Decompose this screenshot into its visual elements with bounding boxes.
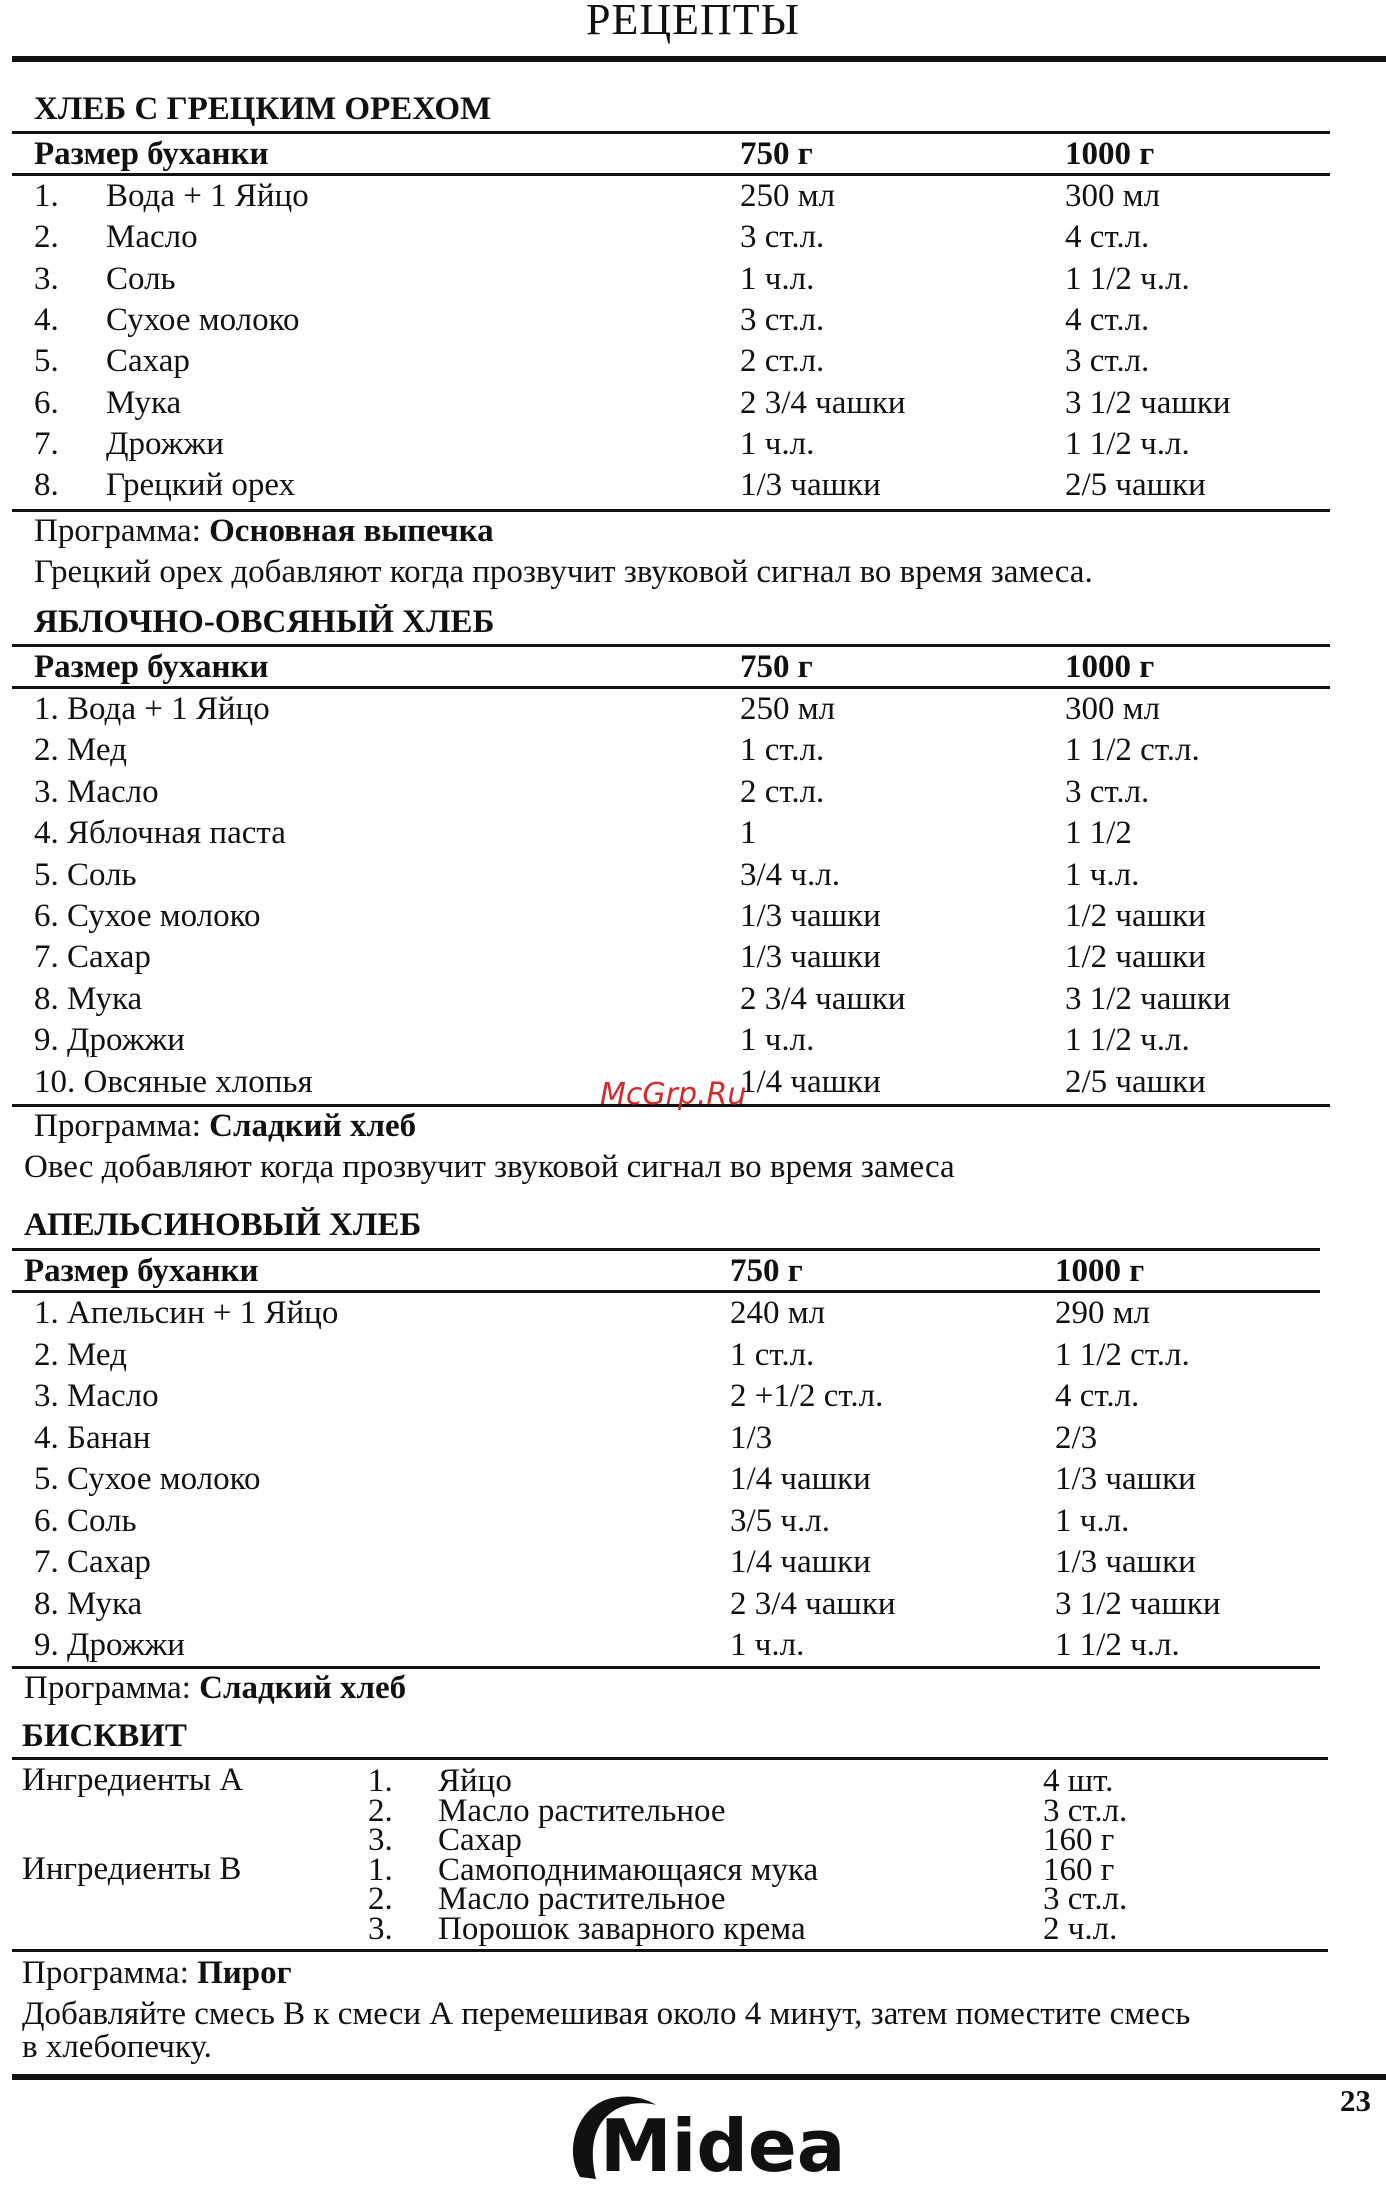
ingredient-number: 6.	[34, 384, 59, 421]
qty-1000: 290 мл	[1055, 1295, 1151, 1331]
qty-1000: 4 ст.л.	[1055, 1378, 1140, 1414]
program-label: Программа:	[34, 513, 201, 549]
qty-1000: 1 1/2 ст.л.	[1055, 1336, 1190, 1373]
ingredient-number: 1.	[368, 1763, 393, 1799]
col-header-750: 750 г	[730, 1253, 803, 1289]
program-name: Пирог	[197, 1955, 292, 1991]
ingredient-qty: 160 г	[1043, 1822, 1115, 1858]
qty-750: 1 ч.л.	[740, 260, 815, 297]
midea-logo	[560, 2085, 850, 2193]
qty-1000: 1/3 чашки	[1055, 1544, 1196, 1580]
qty-750: 1/3 чашки	[740, 467, 881, 504]
qty-750: 2 3/4 чашки	[740, 384, 906, 421]
ingredient-name: 1. Апельсин + 1 Яйцо	[34, 1295, 339, 1331]
qty-1000: 1 1/2 ч.л.	[1065, 260, 1190, 297]
qty-1000: 1 1/2 ч.л.	[1055, 1627, 1180, 1663]
ingredient-number: 3.	[368, 1910, 393, 1947]
ingredient-name: 6. Сухое молоко	[34, 898, 261, 934]
qty-750: 2 +1/2 ст.л.	[730, 1378, 884, 1414]
brand-wordmark: Midea	[600, 2104, 846, 2188]
bottom-rule	[12, 2074, 1386, 2080]
program-line	[22, 1953, 292, 1993]
ingredient-number: 3.	[368, 1822, 393, 1858]
qty-750: 1 ст.л.	[740, 732, 825, 769]
program-name: Сладкий хлеб	[199, 1670, 407, 1706]
qty-1000: 2/3	[1055, 1419, 1098, 1456]
qty-1000: 2/5 чашки	[1065, 467, 1206, 504]
qty-750: 1 ч.л.	[740, 425, 815, 462]
ingredient-name: 7. Сахар	[34, 939, 151, 976]
qty-750: 2 ст.л.	[740, 773, 825, 810]
ingredient-name: Порошок заварного крема	[438, 1910, 806, 1947]
ingredient-number: 8.	[34, 467, 59, 504]
qty-750: 3 ст.л.	[740, 219, 825, 256]
qty-750: 2 3/4 чашки	[730, 1585, 896, 1622]
qty-1000: 1/2 чашки	[1065, 939, 1206, 976]
ingredient-name: Самоподнимающаяся мука	[438, 1851, 819, 1888]
section-note-line-1: Добавляйте смесь В к смеси А перемешивая около 4 минут, затем поместите смесь	[22, 1996, 1191, 2032]
ingredient-name: 10. Овсяные хлопья	[34, 1063, 313, 1100]
qty-1000: 1 1/2 ч.л.	[1065, 1022, 1190, 1059]
ingredient-name: Масло растительное	[438, 1792, 726, 1829]
qty-750: 1 ч.л.	[730, 1627, 805, 1663]
col-header-750: 750 г	[740, 136, 813, 172]
ingredient-name: 4. Банан	[34, 1419, 151, 1456]
section-note: Овес добавляют когда прозвучит звуковой сигнал во время замеса	[24, 1149, 955, 1185]
ingredient-name: 9. Дрожжи	[34, 1022, 185, 1059]
program-label: Программа:	[34, 1108, 201, 1144]
qty-750: 250 мл	[740, 178, 836, 214]
program-name: Сладкий хлеб	[209, 1108, 417, 1144]
section-note: Грецкий орех добавляют когда прозвучит звуковой сигнал во время замеса.	[34, 554, 1093, 590]
ingredient-number: 2.	[368, 1792, 393, 1829]
qty-750: 1 ст.л.	[730, 1336, 815, 1373]
program-line	[34, 511, 494, 551]
qty-1000: 1 1/2	[1065, 815, 1132, 852]
qty-1000: 1 1/2 ст.л.	[1065, 732, 1200, 769]
qty-750: 250 мл	[740, 691, 836, 727]
qty-750: 1/4 чашки	[730, 1461, 871, 1497]
program-line	[24, 1668, 406, 1708]
qty-1000: 1 1/2 ч.л.	[1065, 425, 1190, 462]
ingredient-number: 1.	[34, 178, 59, 214]
ingredient-qty: 2 ч.л.	[1043, 1910, 1118, 1947]
ingredient-number: 2.	[368, 1881, 393, 1917]
program-label: Программа:	[22, 1955, 189, 1991]
ingredient-number: 4.	[34, 301, 59, 338]
ingredient-name: 2. Мед	[34, 732, 127, 769]
section-title-orange: АПЕЛЬСИНОВЫЙ ХЛЕБ	[24, 1207, 422, 1243]
col-header-size: Размер буханки	[34, 649, 269, 685]
qty-1000: 1 ч.л.	[1065, 856, 1140, 893]
qty-750: 2 ст.л.	[740, 343, 825, 380]
top-rule	[12, 56, 1386, 62]
qty-750: 1/3	[730, 1419, 773, 1456]
ingredient-name: Грецкий орех	[106, 467, 296, 504]
ingredient-name: Масло растительное	[438, 1881, 726, 1917]
page-number: 23	[1340, 2083, 1371, 2118]
ingredient-name: 5. Сухое молоко	[34, 1461, 261, 1497]
ingredient-name: 5. Соль	[34, 856, 137, 893]
ingredient-name: 7. Сахар	[34, 1544, 151, 1580]
ingredient-qty: 4 шт.	[1043, 1763, 1114, 1799]
qty-1000: 300 мл	[1065, 178, 1161, 214]
qty-750: 3/5 ч.л.	[730, 1502, 830, 1539]
ingredient-name: Сахар	[106, 343, 190, 380]
ingredient-number: 2.	[34, 219, 59, 256]
qty-750: 240 мл	[730, 1295, 826, 1331]
ingredient-name: Яйцо	[438, 1763, 512, 1799]
qty-750: 1	[740, 815, 757, 852]
qty-1000: 3 ст.л.	[1065, 773, 1150, 810]
program-name: Основная выпечка	[209, 513, 494, 549]
ingredient-name: Вода + 1 Яйцо	[106, 178, 309, 214]
section-title-sponge: БИСКВИТ	[22, 1718, 187, 1754]
qty-1000: 2/5 чашки	[1065, 1063, 1206, 1100]
ingredient-name: 4. Яблочная паста	[34, 815, 286, 852]
qty-1000: 300 мл	[1065, 691, 1161, 727]
qty-1000: 4 ст.л.	[1065, 219, 1150, 256]
ingredient-number: 5.	[34, 343, 59, 380]
group-label-a: Ингредиенты А	[22, 1762, 244, 1798]
qty-1000: 1 ч.л.	[1055, 1502, 1130, 1539]
qty-750: 2 3/4 чашки	[740, 980, 906, 1017]
qty-750: 1/4 чашки	[740, 1063, 881, 1100]
qty-750: 1/3 чашки	[740, 898, 881, 934]
ingredient-number: 7.	[34, 425, 59, 462]
ingredient-qty: 160 г	[1043, 1851, 1115, 1888]
col-header-size: Размер буханки	[24, 1253, 259, 1289]
ingredient-name: Сухое молоко	[106, 301, 300, 338]
ingredient-name: 2. Мед	[34, 1336, 127, 1373]
col-header-1000: 1000 г	[1065, 649, 1155, 685]
ingredient-name: Соль	[106, 260, 176, 297]
qty-1000: 3 1/2 чашки	[1065, 384, 1231, 421]
qty-750: 3 ст.л.	[740, 301, 825, 338]
page-title: РЕЦЕПТЫ	[585, 0, 801, 44]
col-header-1000: 1000 г	[1065, 136, 1155, 172]
divider	[12, 1949, 1328, 1952]
ingredient-name: 8. Мука	[34, 1585, 143, 1622]
section-title-walnut: ХЛЕБ С ГРЕЦКИМ ОРЕХОМ	[34, 91, 492, 127]
program-label: Программа:	[24, 1670, 191, 1706]
ingredient-name: Сахар	[438, 1822, 522, 1858]
ingredient-name: 3. Масло	[34, 773, 159, 810]
ingredient-name: Масло	[106, 219, 198, 256]
ingredient-name: Мука	[106, 384, 182, 421]
ingredient-name: 9. Дрожжи	[34, 1627, 185, 1663]
qty-750: 3/4 ч.л.	[740, 856, 840, 893]
qty-1000: 1/2 чашки	[1065, 898, 1206, 934]
ingredient-name: Дрожжи	[106, 425, 224, 462]
group-label-b: Ингредиенты В	[22, 1851, 242, 1887]
qty-1000: 4 ст.л.	[1065, 301, 1150, 338]
qty-1000: 3 1/2 чашки	[1065, 980, 1231, 1017]
col-header-1000: 1000 г	[1055, 1253, 1145, 1289]
ingredient-name: 3. Масло	[34, 1378, 159, 1414]
ingredient-qty: 3 ст.л.	[1043, 1792, 1128, 1829]
ingredient-name: 6. Соль	[34, 1502, 137, 1539]
qty-750: 1/4 чашки	[730, 1544, 871, 1580]
col-header-750: 750 г	[740, 649, 813, 685]
qty-1000: 3 ст.л.	[1065, 343, 1150, 380]
qty-1000: 3 1/2 чашки	[1055, 1585, 1221, 1622]
ingredient-number: 1.	[368, 1851, 393, 1888]
qty-750: 1/3 чашки	[740, 939, 881, 976]
qty-750: 1 ч.л.	[740, 1022, 815, 1059]
col-header-size: Размер буханки	[34, 136, 269, 172]
ingredient-name: 1. Вода + 1 Яйцо	[34, 691, 270, 727]
section-note-line-2: в хлебопечку.	[22, 2029, 212, 2065]
ingredient-number: 3.	[34, 260, 59, 297]
section-title-apple-oat: ЯБЛОЧНО-ОВСЯНЫЙ ХЛЕБ	[34, 604, 495, 640]
ingredient-qty: 3 ст.л.	[1043, 1881, 1128, 1917]
program-line	[34, 1106, 416, 1146]
watermark: McGrp.Ru	[600, 1077, 747, 1112]
ingredient-name: 8. Мука	[34, 980, 143, 1017]
qty-1000: 1/3 чашки	[1055, 1461, 1196, 1497]
